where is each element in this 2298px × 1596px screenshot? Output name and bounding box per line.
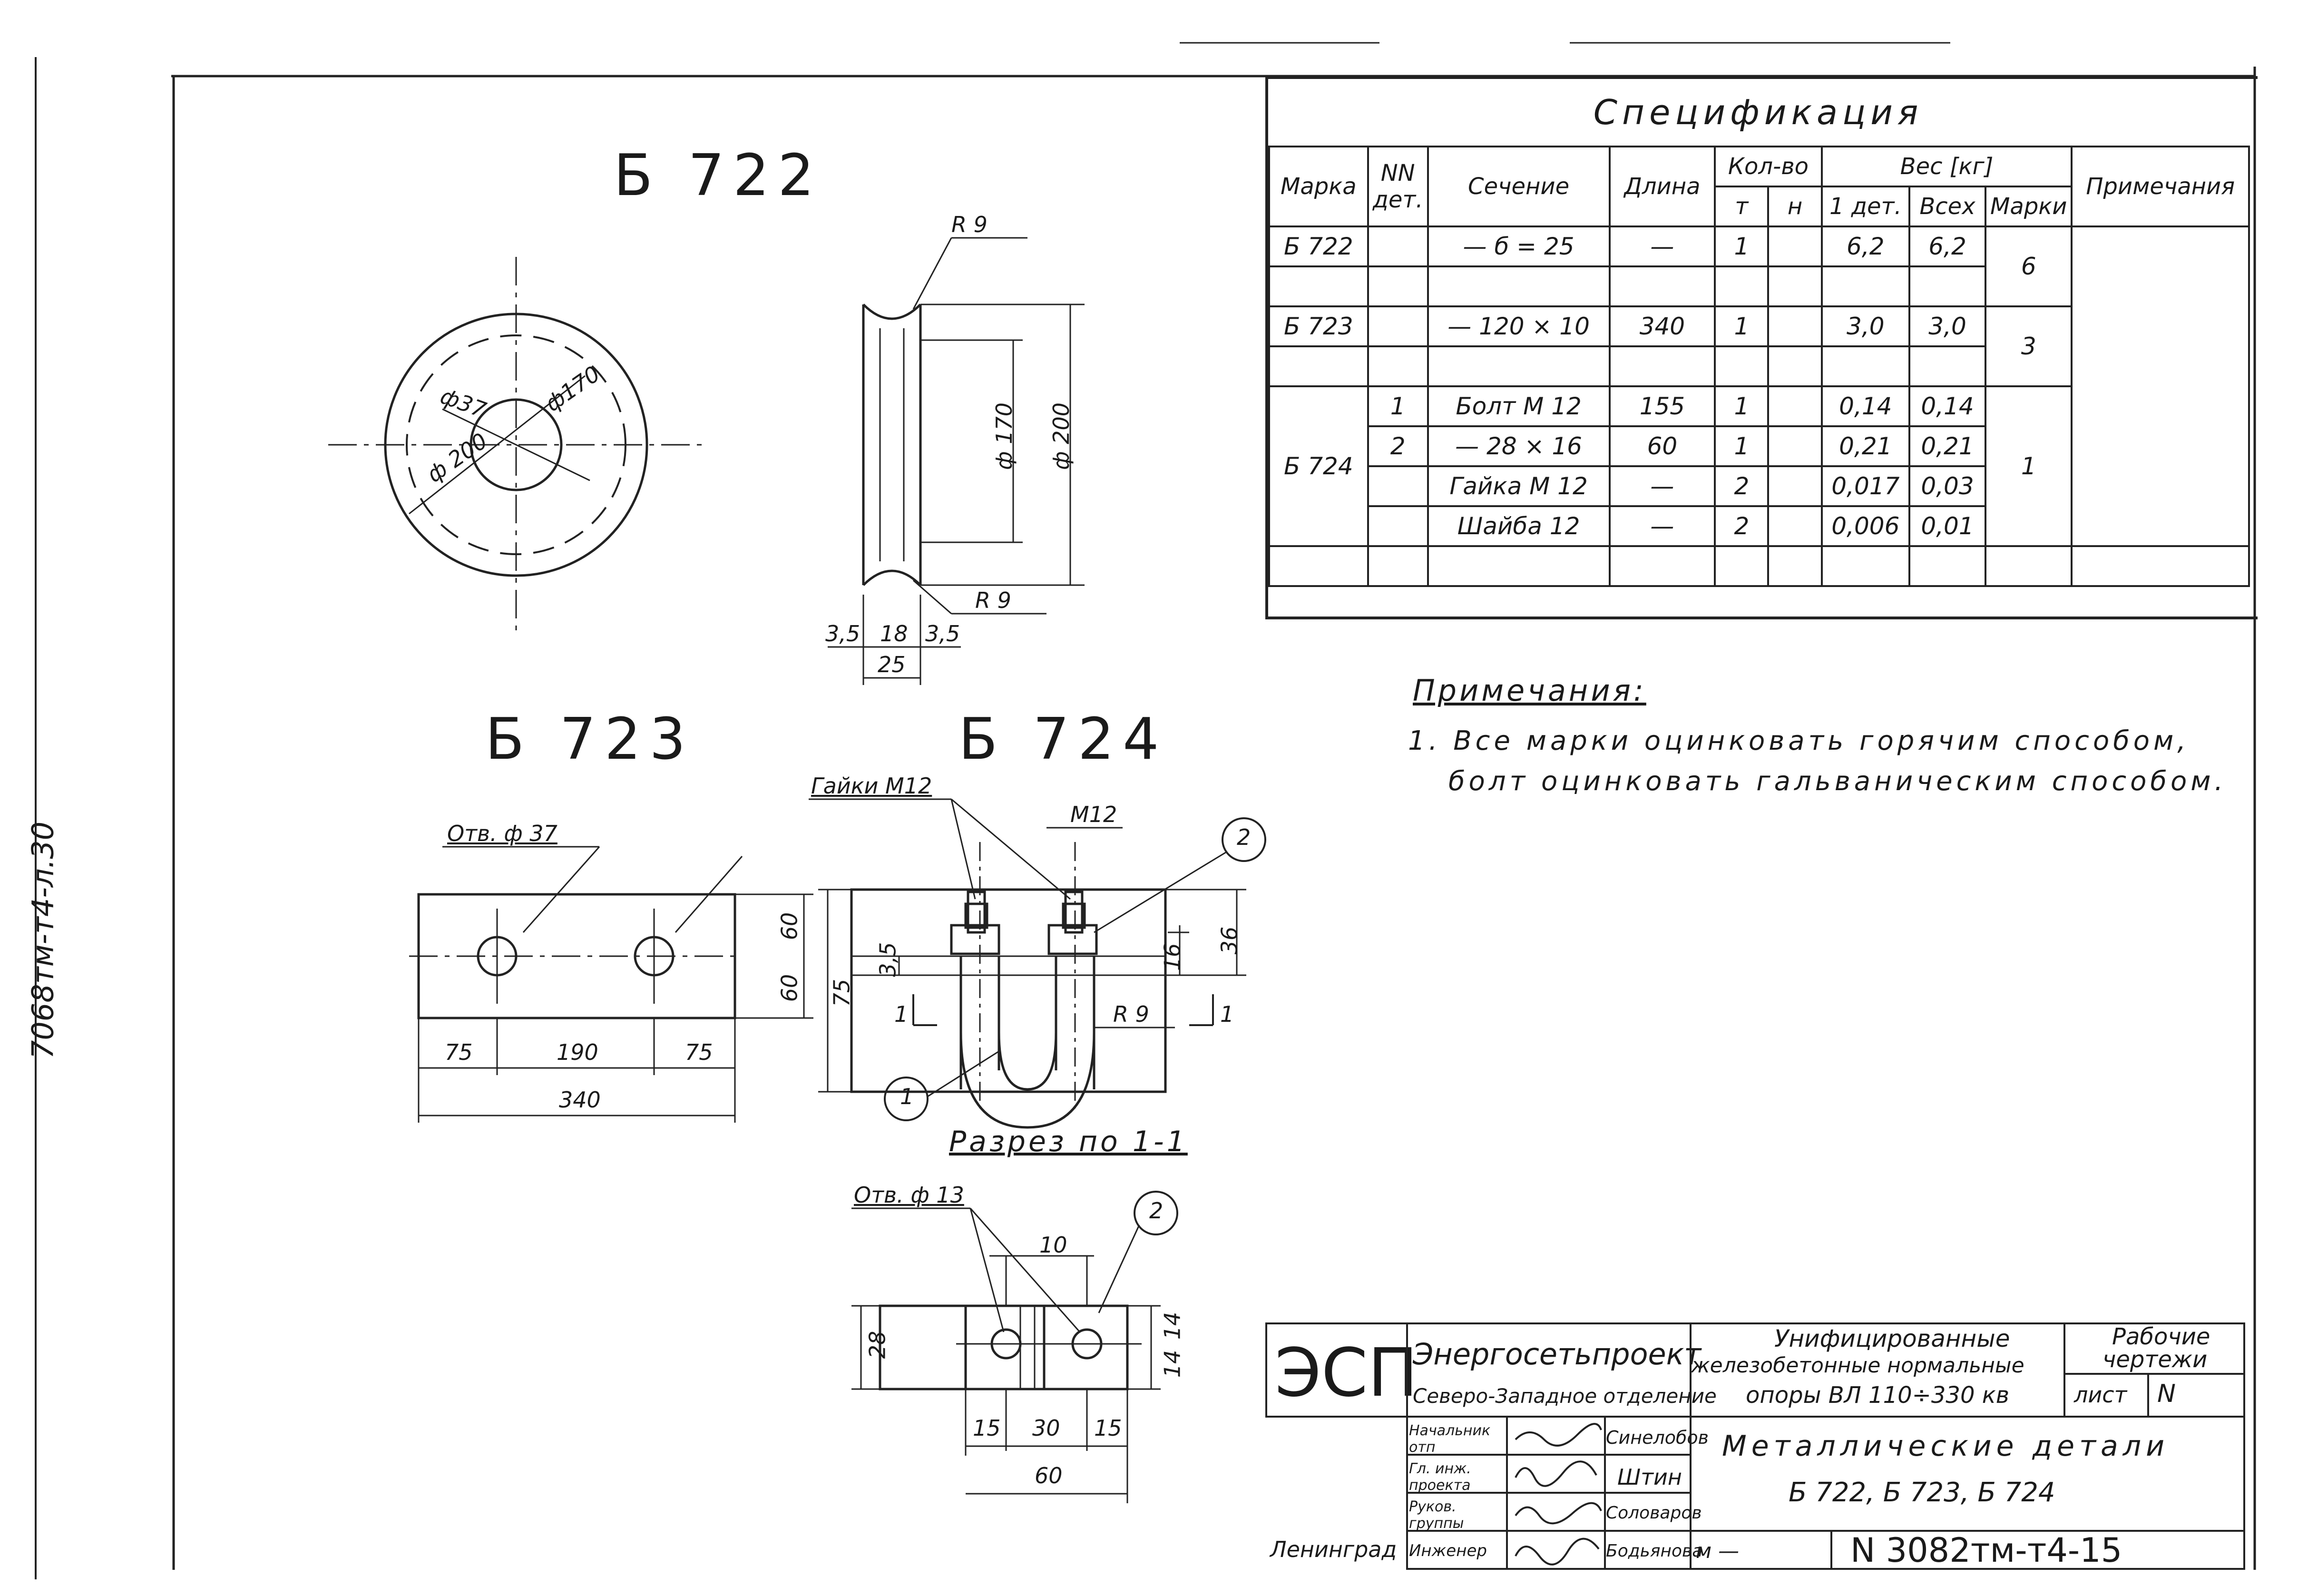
- label-hole-13: Отв. ф 13: [854, 1182, 964, 1208]
- title-block: [1265, 1322, 2245, 1570]
- tb-name-0: Синелобов: [1606, 1427, 1709, 1448]
- th-t: т: [1715, 186, 1768, 226]
- dim-36: 36: [1216, 926, 1242, 955]
- section-mark-left: 1: [894, 1001, 909, 1027]
- dim-d200-side: ф 200: [1048, 402, 1074, 470]
- dim-3-5-left: 3,5: [825, 621, 861, 646]
- table-row: Б 724 1 Болт М 12 155 1 0,14 0,14 1: [1269, 386, 2249, 426]
- dim-14-bottom: 14: [1159, 1350, 1185, 1378]
- tb-role-1: Гл. инж. проекта: [1409, 1460, 1471, 1494]
- b722-side-view: [828, 238, 1085, 685]
- tb-project-l2: железобетонные нормальные: [1691, 1353, 2024, 1378]
- th-section: Сечение: [1428, 147, 1610, 226]
- spec-grid: [1268, 146, 2250, 587]
- dim-10: 10: [1039, 1232, 1067, 1258]
- dim-15-left: 15: [973, 1415, 1001, 1441]
- dim-3-5-right: 3,5: [925, 621, 960, 646]
- th-all: Всех: [1909, 186, 1985, 226]
- dim-r9-bottom: R 9: [975, 587, 1011, 613]
- th-notes: Примечания: [2072, 147, 2249, 226]
- tb-city: Ленинград: [1270, 1537, 1397, 1562]
- table-row: 2 — 28 × 16 60 1 0,21 0,21: [1269, 426, 2249, 466]
- table-row: Б 723 — 120 × 10 340 1 3,0 3,0 3: [1269, 306, 2249, 346]
- dim-18: 18: [880, 621, 908, 646]
- dim-75-right: 75: [685, 1039, 713, 1065]
- tb-org: Энергосетьпроект: [1413, 1337, 1701, 1371]
- tb-name-3: Бодьянова: [1606, 1541, 1703, 1561]
- dim-190: 190: [557, 1039, 598, 1065]
- note-line-2: болт оцинковать гальваническим способом.: [1448, 766, 2227, 797]
- tb-drawing-no: N 3082тм-т4-15: [1850, 1531, 2122, 1570]
- dim-r9-ubolt: R 9: [1113, 1001, 1149, 1027]
- dim-14-top: 14: [1159, 1312, 1185, 1340]
- th-mark: Марка: [1269, 147, 1368, 226]
- dim-60-section: 60: [1035, 1463, 1063, 1488]
- dim-d170: ф170: [540, 361, 605, 417]
- signatures: [1506, 1416, 1606, 1570]
- th-nn: NN дет.: [1368, 147, 1428, 226]
- tb-subject-l2: Б 722, Б 723, Б 724: [1789, 1477, 2055, 1508]
- tb-project-l3: опоры ВЛ 110÷330 кв: [1746, 1382, 2010, 1409]
- section-1-1: [851, 1192, 1177, 1503]
- dim-15-right: 15: [1094, 1415, 1122, 1441]
- callout-2-section: 2: [1149, 1198, 1164, 1224]
- th-weight: Вес [кг]: [1822, 147, 2072, 186]
- dim-r9-top: R 9: [951, 212, 988, 237]
- callout-2: 2: [1237, 824, 1251, 850]
- table-row: Гайка М 12 — 2 0,017 0,03: [1269, 466, 2249, 506]
- dim-60-bottom: 60: [776, 974, 802, 1002]
- callout-1: 1: [900, 1084, 914, 1109]
- mark-title-b724: Б 724: [958, 706, 1168, 773]
- tb-name-2: Соловаров: [1606, 1503, 1702, 1523]
- label-hole-37: Отв. ф 37: [447, 821, 557, 846]
- section-title: Разрез по 1-1: [949, 1125, 1188, 1158]
- dim-d170-side: ф 170: [991, 402, 1017, 470]
- tb-role-3: Инженер: [1409, 1541, 1487, 1560]
- dim-30: 30: [1032, 1415, 1060, 1441]
- th-qty: Кол-во: [1715, 147, 1821, 186]
- tb-stage-l1: Рабочие: [2112, 1323, 2210, 1350]
- tb-sheet-label: лист: [2074, 1382, 2127, 1408]
- tb-logo: ЭСП: [1275, 1334, 1418, 1412]
- b723-plate: [409, 847, 813, 1123]
- mark-title-b722: Б 722: [614, 143, 823, 209]
- dim-75-ubolt: 75: [829, 979, 855, 1007]
- th-marks: Марки: [1985, 186, 2072, 226]
- tb-subject-l1: Металлические детали: [1722, 1430, 2170, 1463]
- table-row: Шайба 12 — 2 0,006 0,01: [1269, 506, 2249, 546]
- tb-scale: м —: [1696, 1539, 1740, 1563]
- dim-16: 16: [1159, 943, 1185, 971]
- dim-340: 340: [559, 1087, 601, 1113]
- table-row: Б 722 — б = 25 — 1 6,2 6,2 6: [1269, 226, 2249, 266]
- dim-d200: ф 200: [422, 428, 492, 488]
- tb-role-2: Руков. группы: [1409, 1498, 1464, 1532]
- tb-name-1: Штин: [1617, 1464, 1682, 1490]
- dim-60-top: 60: [776, 912, 802, 940]
- specification-table: [1265, 76, 2258, 619]
- dim-25: 25: [878, 652, 906, 677]
- tb-role-0: Начальник отп: [1409, 1422, 1491, 1456]
- spec-title: Спецификация: [1593, 92, 1923, 132]
- section-mark-right: 1: [1220, 1001, 1234, 1027]
- dim-75-left: 75: [445, 1039, 473, 1065]
- b722-front-view: [328, 257, 704, 633]
- tb-stage-l2: чертежи: [2102, 1346, 2208, 1373]
- label-nuts-m12: Гайки М12: [811, 773, 932, 799]
- dim-28: 28: [864, 1331, 890, 1359]
- th-n: н: [1768, 186, 1821, 226]
- th-length: Длина: [1610, 147, 1715, 226]
- dim-d37: ф37: [437, 382, 490, 423]
- mark-title-b723: Б 723: [485, 706, 694, 773]
- note-line-1: 1. Все марки оцинковать горячим способом,: [1408, 725, 2190, 756]
- tb-project-l1: Унифицированные: [1774, 1325, 2010, 1352]
- side-stamp: 7068тм-т4-л.30: [25, 821, 60, 1059]
- dim-3-5-ubolt: 3,5: [875, 942, 901, 977]
- notes-heading: Примечания:: [1413, 673, 1646, 708]
- th-one-det: 1 дет.: [1822, 186, 1909, 226]
- label-m12: М12: [1070, 802, 1117, 827]
- tb-branch: Северо-Западное отделение: [1413, 1384, 1717, 1408]
- tb-sheet-no: N: [2157, 1380, 2176, 1408]
